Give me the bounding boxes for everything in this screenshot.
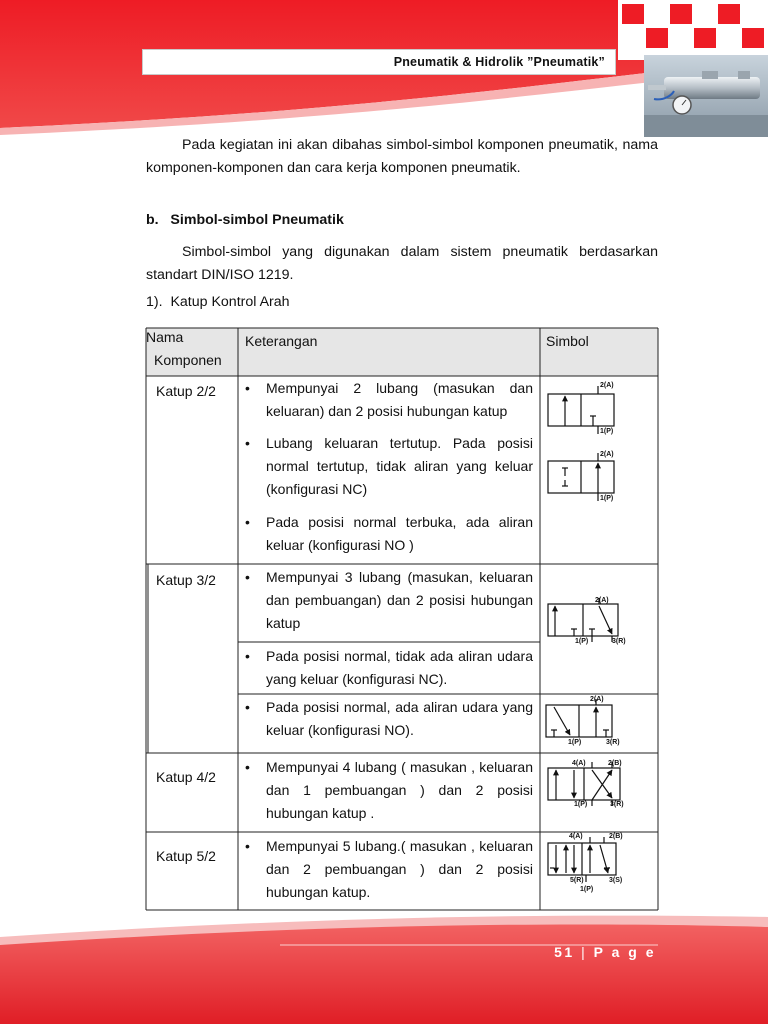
port-label: 5(R) (570, 877, 584, 884)
header-keterangan: Keterangan (245, 333, 318, 349)
bullet-dot: • (245, 569, 250, 585)
page-separator: | (581, 944, 588, 960)
bullet-2-2-a: • Mempunyai 2 lubang (masukan dan keluaran) dan 2 posisi hubungan katup (245, 377, 533, 425)
port-label: 2(B) (608, 760, 622, 767)
port-label: 1(P) (600, 495, 614, 502)
port-label: 1(P) (580, 886, 594, 893)
port-label: 4(A) (569, 833, 583, 840)
symbol-3-2-nc (548, 598, 618, 642)
bullet-3-2-b: • Pada posisi normal, tidak ada aliran udara yang keluar (konfigurasi NC). (245, 645, 533, 693)
port-label: 4(A) (572, 760, 586, 767)
port-label: 3(R) (610, 801, 624, 808)
port-label: 1(P) (575, 638, 589, 645)
bullet-dot: • (245, 435, 250, 451)
page-number-value: 51 (554, 944, 575, 960)
symbol-2-2-closed (548, 453, 614, 501)
bullet-dot: • (245, 514, 250, 530)
bullet-dot: • (245, 648, 250, 664)
section-heading: b. Simbol-simbol Pneumatik (146, 212, 344, 228)
port-label: 1(P) (568, 739, 582, 746)
intro-text: Pada kegiatan ini akan dibahas simbol-simbol komponen pneumatik, nama komponen-komponen dan cara kerja komponen pneumatik. (146, 137, 658, 176)
bullet-4-2-a: • Mempunyai 4 lubang ( masukan , keluaran dan 1 pembuangan ) dan 2 posisi hubungan katup . (245, 756, 533, 828)
bullet-dot: • (245, 838, 250, 854)
port-label: 3(R) (612, 638, 626, 645)
header-name-line2: Komponen (154, 352, 222, 368)
symbol-5-2 (548, 837, 616, 882)
symbol-4-2 (548, 762, 620, 806)
port-label: 2(A) (600, 451, 614, 458)
header-title: Pneumatik & Hidrolik ”Pneumatik” (393, 55, 605, 69)
bullet-5-2-a: • Mempunyai 5 lubang.( masukan , keluaran dan 2 pembuangan ) dan 2 posisi hubungan katup. (245, 835, 533, 907)
header-name-line1: Nama (146, 329, 184, 345)
port-label: 2(A) (600, 382, 614, 389)
port-label: 1(P) (574, 801, 588, 808)
bullet-3-2-c: • Pada posisi normal, ada aliran udara yang keluar (konfigurasi NO). (245, 696, 533, 744)
page-number (554, 944, 656, 960)
bullet-2-2-b: • Lubang keluaran tertutup. Pada posisi normal tertutup, tidak aliran yang keluar (konfigurasi NC) (245, 432, 533, 504)
symbol-3-2-no (546, 699, 612, 737)
list-item-1: 1). Katup Kontrol Arah (146, 294, 290, 310)
bullet-dot: • (245, 699, 250, 715)
row-name-katup-5-2: Katup 5/2 (156, 848, 216, 864)
port-label: 2(A) (595, 597, 609, 604)
page-word: P a g e (593, 944, 656, 960)
port-label: 3(S) (609, 877, 623, 884)
bullet-2-2-c: • Pada posisi normal terbuka, ada aliran keluar (konfigurasi NO ) (245, 511, 533, 559)
bullet-dot: • (245, 380, 250, 396)
bullet-3-2-a: • Mempunyai 3 lubang (masukan, keluaran dan pembuangan) dan 2 posisi hubungan katup (245, 566, 533, 638)
row-name-katup-2-2: Katup 2/2 (156, 383, 216, 399)
port-label: 3(R) (606, 739, 620, 746)
port-label: 2(A) (590, 696, 604, 703)
bullet-dot: • (245, 759, 250, 775)
section-text: Simbol-simbol yang digunakan dalam sistem pneumatik berdasarkan standart DIN/ISO 1219. (146, 244, 658, 283)
port-label: 2(B) (609, 833, 623, 840)
port-label: 1(P) (600, 428, 614, 435)
footer-band (0, 905, 768, 1024)
header-simbol: Simbol (546, 333, 589, 349)
symbol-2-2-open (548, 386, 614, 434)
row-name-katup-4-2: Katup 4/2 (156, 769, 216, 785)
row-name-katup-3-2: Katup 3/2 (156, 572, 216, 588)
